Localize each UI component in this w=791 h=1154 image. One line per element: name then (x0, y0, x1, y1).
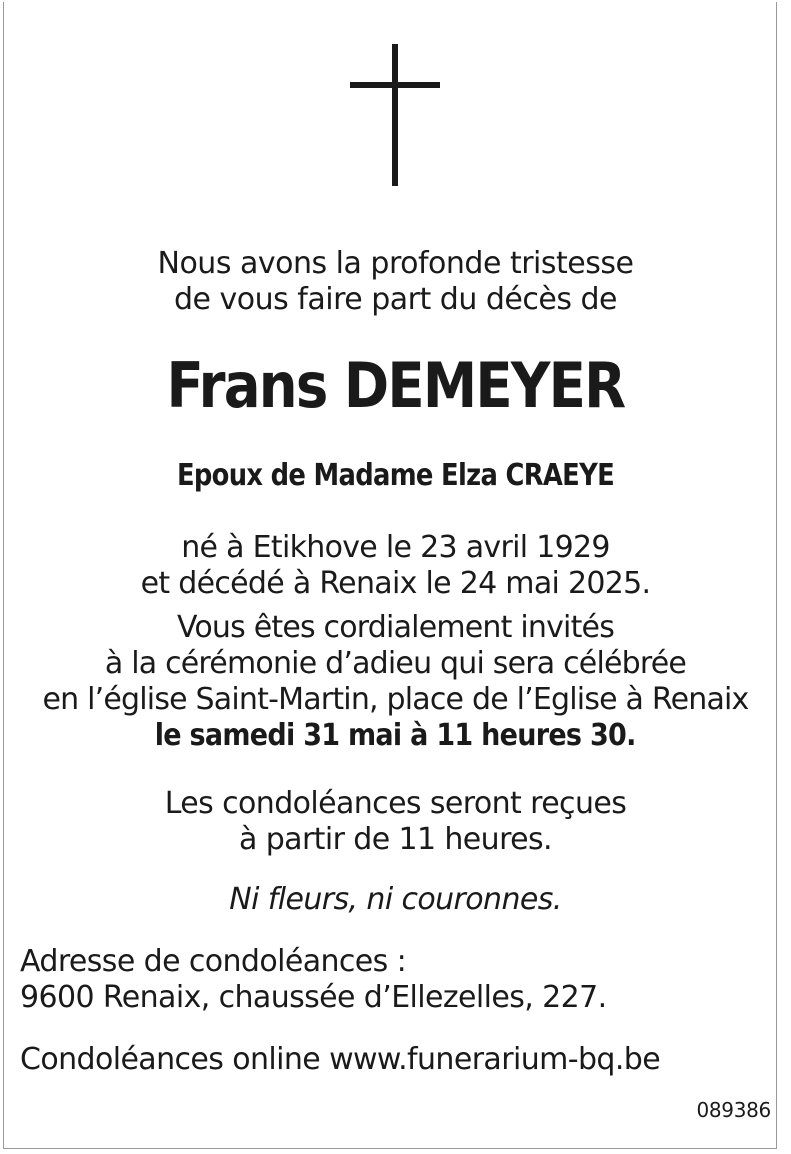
address-line: 9600 Renaix, chaussée d’Ellezelles, 227. (20, 980, 607, 1015)
ceremony-invitation (0, 610, 791, 754)
intro-line: de vous faire part du décès de (173, 282, 618, 317)
condolence-info (0, 786, 791, 858)
birth-death-dates (0, 530, 791, 602)
spouse-line: Epoux de Madame Elza CRAEYE (176, 458, 615, 493)
intro-line: Nous avons la profonde tristesse (157, 246, 634, 281)
condolence-address (20, 944, 607, 1016)
address-line: Adresse de condoléances : (20, 944, 407, 979)
condolence-line: Les condoléances seront reçues (164, 786, 627, 821)
invite-line: Vous êtes cordialement invités (176, 610, 615, 645)
deceased-name: Frans DEMEYER (166, 349, 625, 422)
no-flowers-note: Ni fleurs, ni couronnes. (229, 882, 562, 917)
cross-horizontal-bar (350, 82, 440, 88)
intro-text (0, 246, 791, 318)
reference-number: 089386 (696, 1098, 771, 1122)
invite-line: en l’église Saint-Martin, place de l’Eglise à Renaix (42, 682, 749, 717)
online-condolences: Condoléances online www.funerarium-bq.be (20, 1042, 661, 1077)
date-line: et décédé à Renaix le 24 mai 2025. (140, 566, 651, 601)
cross-vertical-bar (392, 44, 398, 186)
invite-line: à la cérémonie d’adieu qui sera célébrée (104, 646, 687, 681)
cross-icon (350, 44, 440, 186)
ceremony-time: le samedi 31 mai à 11 heures 30. (155, 718, 636, 753)
date-line: né à Etikhove le 23 avril 1929 (181, 530, 610, 565)
condolence-line: à partir de 11 heures. (239, 822, 552, 857)
